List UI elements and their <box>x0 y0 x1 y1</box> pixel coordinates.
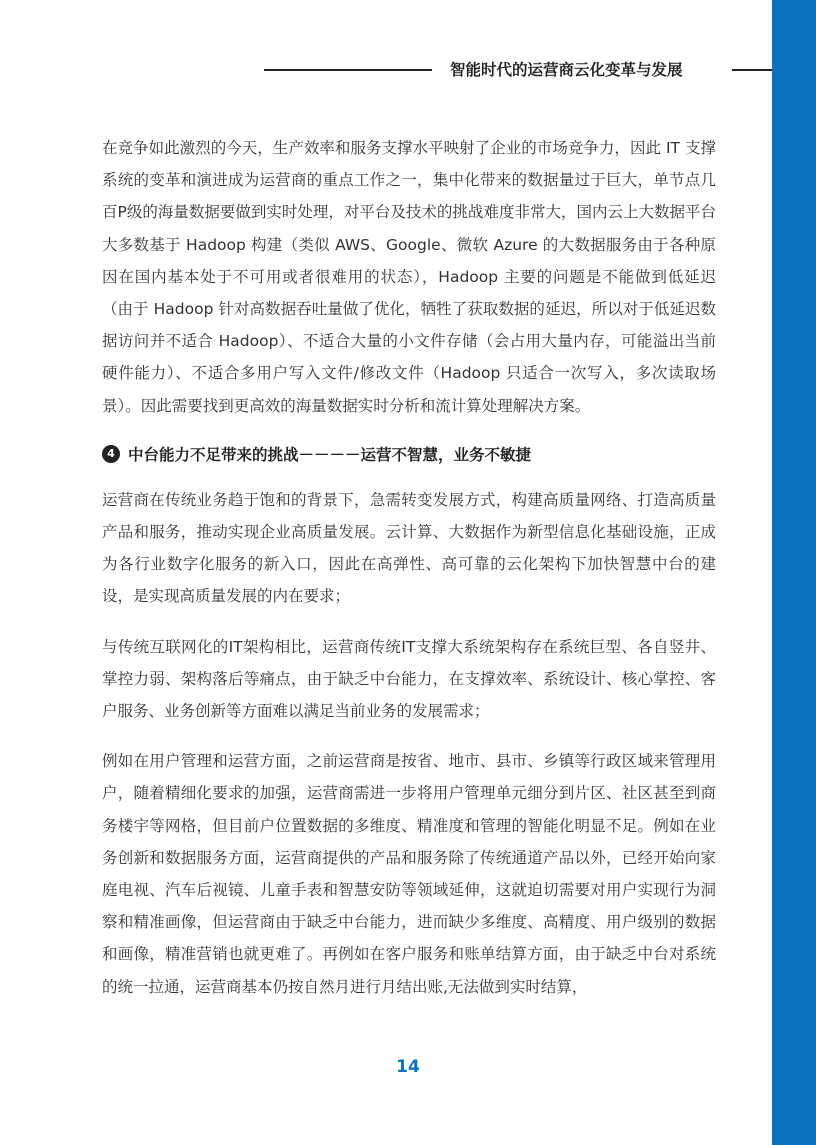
side-color-bar <box>772 0 816 1145</box>
section-number-badge: 4 <box>102 445 120 463</box>
section-heading <box>102 438 716 470</box>
body-content <box>102 132 716 1021</box>
header-rule-right <box>732 69 772 71</box>
paragraph: 与传统互联网化的IT架构相比，运营商传统IT支撑大系统架构存在系统巨型、各自竖井、掌控力弱、架构落后等痛点，由于缺乏中台能力，在支撑效率、系统设计、核心掌控、客户服务、业务创新等方面难以满足当前业务的发展需求； <box>102 637 716 721</box>
header-title: 智能时代的运营商云化变革与发展 <box>450 61 683 79</box>
paragraph: 例如在用户管理和运营方面，之前运营商是按省、地市、县市、乡镇等行政区域来管理用户，随着精细化要求的加强，运营商需进一步将用户管理单元细分到片区、社区甚至到商务楼宇等网格，但目前户位置数据的多维度、精准度和管理的智能化明显不足。例如在业务创新和数据服务方面，运营商提供的产品和服务除了传统通道产品以外，已经开始向家庭电视、汽车后视镜、儿童手表和智慧安防等领域延伸，这就迫切需要对用户实现行为洞察和精准画像，但运营商由于缺乏中台能力，进而缺少多维度、高精度、用户级别的数据和画像，精准营销也就更难了。再例如在客户服务和账单结算方面，由于缺乏中台对系统的统一拉通，运营商基本仍按自然月进行月结出账,无法做到实时结算， <box>102 752 716 996</box>
running-header <box>264 58 772 82</box>
header-rule-left <box>264 69 432 71</box>
section-title: 中台能力不足带来的挑战－－－－运营不智慧，业务不敏捷 <box>128 445 532 464</box>
page-number: 14 <box>396 1057 420 1077</box>
paragraph-intro: 在竞争如此激烈的今天，生产效率和服务支撑水平映射了企业的市场竞争力，因此 IT 支撑系统的变革和演进成为运营商的重点工作之一，集中化带来的数据量过于巨大，单节点几百P级的海量数据要做到实时处理，对平台及技术的挑战难度非常大，国内云上大数据平台大多数基于 Hadoop 构建（类似 AWS、Google、微软 Azure 的大数据服务由于各种原因在国内基本处于不可用或者很难用的状态），Hadoop 主要的问题是不能做到低延迟（由于 Hadoop 针对高数据吞吐量做了优化，牺牲了获取数据的延迟，所以对于低延迟数据访问并不适合 Hadoop）、不适合大量的小文件存储（会占用大量内存，可能溢出当前硬件能力）、不适合多用户写入文件/修改文件（Hadoop 只适合一次写入，多次读取场景）。因此需要找到更高效的海量数据实时分析和流计算处理解决方案。 <box>102 139 716 415</box>
paragraph: 运营商在传统业务趋于饱和的背景下，急需转变发展方式，构建高质量网络、打造高质量产品和服务，推动实现企业高质量发展。云计算、大数据作为新型信息化基础设施，正成为各行业数字化服务的新入口，因此在高弹性、高可靠的云化架构下加快智慧中台的建设，是实现高质量发展的内在要求； <box>102 490 716 606</box>
